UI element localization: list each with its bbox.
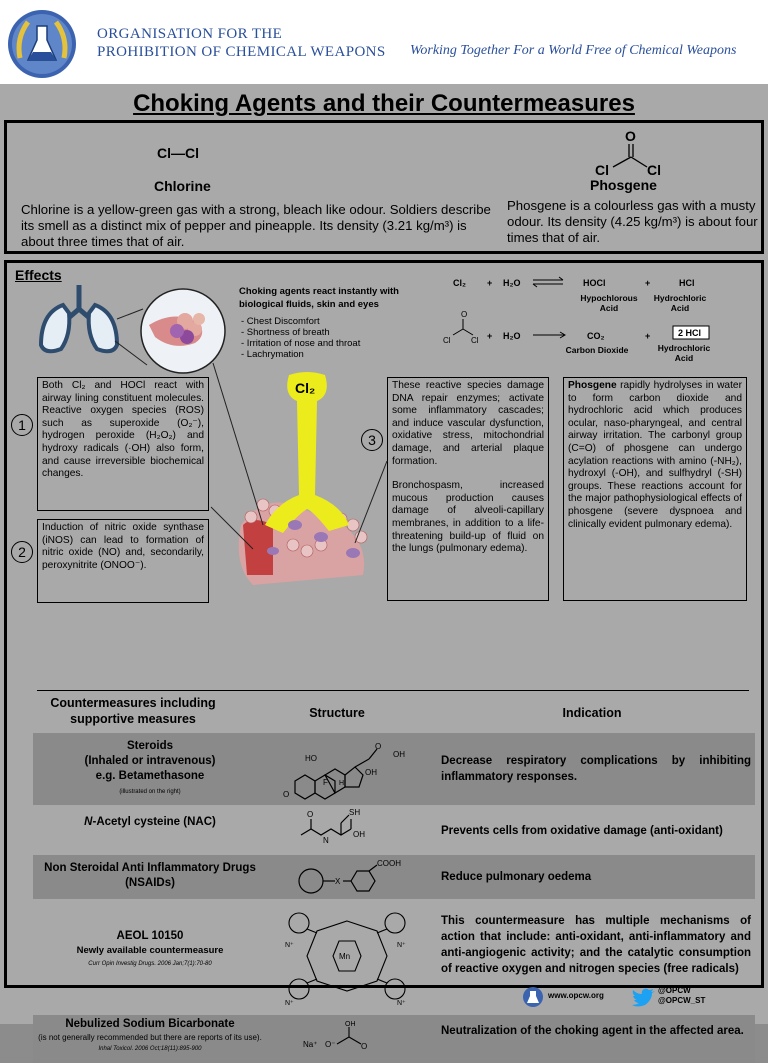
countermeasure-indication: Prevents cells from oxidative damage (anti-oxidant) (441, 825, 723, 837)
effect-box-2: Induction of nitric oxide synthase (iNOS) can lead to formation of nitric oxide (NO) and, secondarily, peroxynitrite (ONOO⁻). (37, 519, 209, 603)
aeol-10150-structure (277, 901, 417, 1011)
svg-text:X: X (335, 877, 341, 886)
countermeasure-indication: Reduce pulmonary oedema (441, 871, 592, 883)
chlorine-description: Chlorine is a yellow-green gas with a strong, bleach like odour. Soldiers describe its smell as a distinct mix of pepper and pineapple. Its density (3.21 kg/m³) is about three times that of air. (21, 202, 491, 249)
eq1-product-1-name: Hypochlorous Acid (580, 293, 638, 313)
svg-text:O: O (307, 810, 314, 819)
svg-text:HO: HO (305, 754, 317, 763)
twitter-icon[interactable] (632, 988, 656, 1008)
countermeasure-name: AEOL 10150 (116, 930, 184, 942)
eq2-atom-cl-right: Cl (471, 336, 479, 345)
footer-logo-icon (522, 986, 544, 1008)
airway-diagram (233, 375, 381, 595)
opcw-logo-icon (6, 8, 78, 80)
step-number-3: 3 (361, 429, 383, 451)
countermeasure-indication: Neutralization of the choking agent in the affected area. (441, 1025, 744, 1037)
svg-text:Na⁺: Na⁺ (303, 1040, 318, 1049)
countermeasure-name: Steroids (Inhaled or intravenous) e.g. Betamethasone (84, 740, 216, 782)
svg-text:Mn: Mn (339, 952, 351, 961)
column-header-structure: Structure (309, 706, 365, 720)
svg-text:OH: OH (365, 768, 377, 777)
eq2-atom-o: O (461, 310, 468, 319)
column-header-countermeasures: Countermeasures including supportive measures (50, 696, 216, 726)
countermeasure-row (33, 855, 755, 899)
sodium-bicarbonate-structure (303, 1017, 383, 1061)
agents-panel (4, 120, 764, 254)
eq2-product-1: CO₂ (587, 331, 605, 341)
nac-structure (295, 809, 395, 853)
countermeasure-row (33, 809, 755, 853)
eq2-product-2: 2 HCl (678, 328, 702, 338)
symptom-item: - Shortness of breath (241, 327, 330, 338)
eq1-plus-2: + (645, 278, 651, 288)
phosgene-structure (587, 127, 677, 177)
step-number-1: 1 (11, 414, 33, 436)
countermeasure-name: N-Acetyl cysteine (NAC) (84, 816, 216, 828)
symptom-list (241, 316, 360, 360)
page-title: Choking Agents and their Countermeasures (133, 90, 635, 117)
countermeasure-row (33, 1015, 755, 1063)
effect-box-phosgene: Phosgene rapidly hydrolyses in water to form carbon dioxide and hydrochloric acid which produces ocular, naso-pharyngeal, and central airway irritation. The carbonyl group (C=O) of phosgene can undergo acylation reactions with amino (-NH₂), hydroxyl (-OH), and sulfhydryl (-SH) groups. These reactions account for the major pathophysiological effects of phosgene (severe dyspnoea and clinically evident pulmonary edema). (563, 377, 747, 601)
countermeasure-reference: Curr Opin Investig Drugs. 2006 Jan;7(1):70-80 (88, 961, 212, 967)
svg-text:N⁺: N⁺ (397, 942, 406, 949)
eq2-product-2-name: Hydrochloric Acid (657, 343, 711, 363)
symptom-item: - Chest Discomfort (241, 316, 320, 327)
eq2-product-1-name: Carbon Dioxide (565, 345, 629, 355)
svg-text:F: F (323, 778, 328, 787)
svg-text:O: O (283, 790, 290, 799)
countermeasure-name: Non Steroidal Anti Inflammatory Drugs (NSAIDs) (44, 862, 256, 889)
countermeasure-row (33, 733, 755, 805)
effects-title: Effects (15, 267, 62, 283)
phosgene-name: Phosgene (590, 177, 657, 193)
phosgene-description: Phosgene is a colourless gas with a musty odour. Its density (4.25 kg/m³) is about four times that of air. (507, 198, 758, 245)
eq2-reactant-2: H₂O (503, 331, 521, 341)
countermeasure-indication: Decrease respiratory complications by inhibiting inflammatory responses. (441, 755, 751, 783)
countermeasure-name: Nebulized Sodium Bicarbonate (65, 1018, 235, 1030)
svg-text:O⁻: O⁻ (325, 1040, 336, 1049)
svg-text:COOH: COOH (377, 859, 401, 868)
nsaid-structure (293, 857, 403, 897)
svg-text:SH: SH (349, 808, 361, 817)
eq2-plus-2: + (645, 331, 651, 341)
diagram-cl2-label: Cl₂ (295, 380, 316, 396)
effect-box-3: These reactive species damage DNA repair enzymes; activate some inflammatory cascades; and induce vascular dysfunction, oxidative stress, mitochondrial damage, and arterial plaque formation. Bronchospasm, increased mucous production causes damage of alveoli-capillary membranes, in addition to a life-threatening build-up of fluid on the lungs (pulmonary edema). (387, 377, 549, 601)
lungs-illustration (35, 279, 235, 375)
eq2-atom-cl-left: Cl (443, 336, 451, 345)
chlorine-name: Chlorine (154, 178, 211, 194)
svg-text:O: O (375, 742, 382, 751)
eq1-plus: + (487, 278, 493, 288)
countermeasure-subname: Newly available countermeasure (76, 945, 224, 956)
footer-twitter-handles[interactable]: @OPCW @OPCW_ST (658, 986, 706, 1005)
column-header-indication: Indication (562, 706, 622, 720)
svg-text:H: H (339, 780, 345, 787)
betamethasone-structure (283, 737, 423, 801)
countermeasure-note: (illustrated on the right) (119, 789, 181, 795)
svg-text:N⁺: N⁺ (285, 1000, 294, 1007)
footer-website[interactable]: www.opcw.org (548, 991, 604, 1000)
svg-text:N: N (323, 836, 329, 845)
eq2-plus: + (487, 331, 493, 341)
section-divider (37, 690, 749, 691)
svg-text:OH: OH (393, 750, 405, 759)
svg-text:OH: OH (345, 1021, 356, 1028)
countermeasure-note: (is not generally recommended but there are reports of its use). Inhal Toxicol. 2006 Oct;18(11):895-900 (38, 1033, 262, 1052)
phosgene-atom-cl-right: Cl (647, 162, 661, 178)
header (0, 0, 768, 84)
symptom-item: - Irritation of nose and throat (241, 338, 361, 349)
effect-box-1: Both Cl₂ and HOCl react with airway lining constituent molecules. Reactive oxygen species (ROS) such as superoxide (O₂⁻), hydrogen peroxide (H₂O₂) and hydroxy radicals (·OH) also form, and cause irreversible biochemical changes. (37, 377, 209, 511)
poster-body (0, 84, 768, 1052)
eq1-product-2: HCl (679, 278, 695, 288)
eq1-reactant-1: Cl₂ (453, 278, 466, 288)
eq1-product-1: HOCl (583, 278, 606, 288)
symptom-item: - Lachrymation (241, 349, 304, 360)
svg-text:OH: OH (353, 830, 365, 839)
chlorine-formula: Cl—Cl (157, 145, 199, 161)
step-number-2: 2 (11, 541, 33, 563)
svg-text:N⁺: N⁺ (397, 1000, 406, 1007)
reaction-heading: Choking agents react instantly with biological fluids, skin and eyes (239, 286, 399, 310)
svg-text:N⁺: N⁺ (285, 942, 294, 949)
svg-text:O: O (361, 1042, 368, 1051)
tagline: Working Together For a World Free of Chemical Weapons (410, 43, 737, 58)
eq1-product-2-name: Hydrochloric Acid (653, 293, 707, 313)
phosgene-atom-o: O (625, 128, 636, 144)
phosgene-atom-cl-left: Cl (595, 162, 609, 178)
eq1-reactant-2: H₂O (503, 278, 521, 288)
org-name: ORGANISATION FOR THE PROHIBITION OF CHEMICAL WEAPONS (97, 26, 386, 60)
countermeasure-indication: This countermeasure has multiple mechanisms of action that include: anti-oxidant, anti-inflammatory and anti-angiogenic activity; and the catalytic consumption of reactive oxygen and nitrogen species (free radicals) (441, 915, 751, 975)
